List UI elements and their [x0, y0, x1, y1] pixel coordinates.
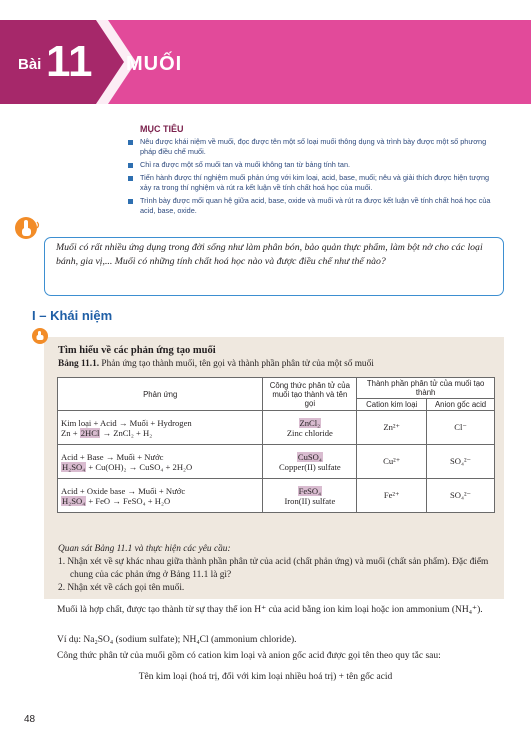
objective-item: Trình bày được mối quan hệ giữa acid, base, oxide và muối và rút ra được kết luận về tính chất hoá học của acid, base, oxide. [126, 196, 496, 216]
formula-cell [263, 479, 357, 513]
equation-acid: H₂SO₄ [62, 495, 86, 506]
table-caption-text: Phản ứng tạo thành muối, tên gọi và thành phần phân tử của một số muối [99, 359, 374, 369]
naming-formula: Tên kim loại (hoá trị, đối với kim loại nhiều hoá trị) + tên gốc acid [138, 672, 393, 682]
table-label: Bảng 11.1. [58, 359, 100, 369]
equation-post: + Cu(OH)₂ → CuSO₄ + 2H₂O [86, 461, 193, 472]
header-anion: Anion gốc acid [427, 399, 495, 411]
equation-acid: 2HCl [80, 427, 100, 438]
anion-cell: SO₄²⁻ [427, 479, 495, 513]
example-paragraph: Ví dụ: Na₂SO₄ (sodium sulfate); NH₄Cl (ammonium chloride). [57, 635, 297, 645]
definition-paragraph: Muối là hợp chất, được tạo thành từ sự thay thế ion H⁺ của acid bằng ion kim loại hoặc ion ammonium (NH₄⁺). [57, 605, 483, 615]
cation-cell: Cu²⁺ [357, 445, 427, 479]
header-cation: Cation kim loại [357, 399, 427, 411]
equation-pre: Zn + [61, 427, 80, 438]
task-item: 2. Nhận xét về cách gọi tên muối. [58, 583, 185, 593]
lesson-label: Bài [18, 56, 42, 73]
activity-title: Tìm hiểu về các phản ứng tạo muối [58, 345, 216, 356]
salt-name: Zinc chloride [286, 427, 333, 438]
reaction-equation [61, 496, 259, 506]
objectives-heading: MỤC TIÊU [140, 124, 184, 134]
objective-item: Nêu được khái niệm về muối, đọc được tên một số loại muối thông dụng và trình bày được một số phương pháp điều chế muối. [126, 137, 496, 157]
equation-acid: H₂SO₄ [62, 461, 86, 472]
page-number: 48 [24, 714, 36, 725]
header-formula: Công thức phân tử của muối tạo thành và tên gọi [263, 378, 357, 411]
reaction-equation [61, 462, 259, 472]
header-reaction: Phản ứng [58, 378, 263, 411]
task-item: 1. Nhận xét về sự khác nhau giữa thành phần phân tử của acid (chất phản ứng) và muối (chất sản phẩm). Đặc điểm chung của các phản ứng ở Bảng 11.1 là gì? [58, 557, 489, 580]
lesson-number: 11 [46, 37, 93, 86]
task-list [58, 556, 498, 595]
table-caption [58, 359, 374, 369]
salt-formula: FeSO₄ [298, 485, 322, 496]
cation-cell: Fe²⁺ [357, 479, 427, 513]
reaction-general: Acid + Oxide base → Muối + Nước [61, 485, 186, 496]
reaction-equation [61, 428, 259, 438]
objective-item: Chỉ ra được một số muối tan và muối không tan từ bảng tính tan. [126, 160, 496, 170]
formula-cell [263, 411, 357, 445]
intro-question-text: Muối có rất nhiều ứng dụng trong đời sống như làm phân bón, bảo quản thực phẩm, làm bột nở cho các loại bánh, gia vị,... Muối có những tính chất hoá học nào và được điều chế như thế nào? [56, 242, 483, 267]
salt-formula: CuSO₄ [297, 451, 322, 462]
anion-cell: Cl⁻ [427, 411, 495, 445]
equation-post: + FeO → FeSO₄ + H₂O [86, 495, 171, 506]
table-row [58, 445, 495, 479]
section-heading: I – Khái niệm [32, 308, 113, 323]
objective-item: Tiến hành được thí nghiệm muối phản ứng với kim loại, acid, base, muối; nêu và giải thích được hiện tượng xảy ra trong thí nghiệm và rút ra kết luận về tính chất hoá học của muối. [126, 173, 496, 193]
reaction-general: Kim loại + Acid → Muối + Hydrogen [61, 417, 192, 428]
salt-name: Iron(II) sulfate [284, 495, 336, 506]
formula-cell [263, 445, 357, 479]
activity-hand-icon [32, 328, 48, 344]
reaction-general: Acid + Base → Muối + Nước [61, 451, 164, 462]
equation-post: → ZnCl₂ + H₂ [100, 427, 153, 438]
hand-touch-icon [14, 214, 42, 242]
objectives-list [126, 137, 496, 219]
table-row [58, 411, 495, 445]
salt-formula: ZnCl₂ [299, 417, 321, 428]
reaction-cell [58, 445, 263, 479]
reaction-cell [58, 479, 263, 513]
header-composition: Thành phần phân tử của muối tạo thành [357, 378, 495, 399]
salt-name: Copper(II) sulfate [278, 461, 341, 472]
lesson-title: MUỐI [126, 53, 183, 75]
naming-rule-paragraph: Công thức phân tử của muối gồm có cation kim loại và anion gốc acid được gọi tên theo quy tắc sau: [57, 651, 441, 661]
task-intro: Quan sát Bảng 11.1 và thực hiện các yêu cầu: [58, 544, 231, 554]
cation-cell: Zn²⁺ [357, 411, 427, 445]
reaction-table [57, 377, 495, 513]
table-row [58, 479, 495, 513]
reaction-cell [58, 411, 263, 445]
anion-cell: SO₄²⁻ [427, 445, 495, 479]
